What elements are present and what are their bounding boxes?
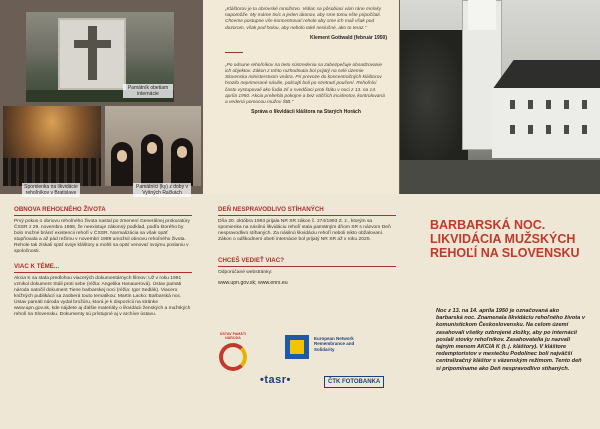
enrs-logo-text: European Network Remembrance and Solidarity [314, 336, 355, 352]
quote-author: Klement Gottwald (február 1950) [310, 34, 387, 41]
section-title-renewal: OBNOVA REHOĽNÉHO ŽIVOTA [14, 206, 192, 216]
gottwald-quote: „Kláštorov je tu obrovské množstvo. Vidiac sa pôsobiaci vám ráne mnísky napomôže. My máme tisíc a jeden úkonov, aby sme tomu ešte pripočítali. Chceme postupne vše koncentrovať rehole aby sme ich mali však pod dozorom, však pod holou, aby nebolo také neslušné, ako to teraz.“ [225, 7, 382, 31]
cross-horizontal [74, 40, 111, 48]
section-title-day: DEŇ NESPRAVODLIVO STÍHANÝCH [218, 206, 396, 216]
middle-column [218, 206, 396, 286]
section-title-learn: CHCEŠ VEDIEŤ VIAC? [218, 257, 396, 267]
window [528, 100, 533, 109]
building [492, 88, 600, 158]
tower-top [468, 0, 496, 30]
partner-logos [218, 332, 396, 402]
uspn-logo-text: ÚSTAV PAMÄTI NÁRODA [219, 332, 247, 340]
ground [400, 160, 600, 194]
quote-panel [203, 0, 399, 194]
window [582, 100, 587, 109]
main-title: BARBARSKÁ NOC. LIKVIDÁCIA MUŽSKÝCH REHOĽÍ NA SLOVENSKU [430, 218, 580, 260]
window [510, 100, 515, 109]
divider [225, 52, 243, 53]
report-quote: „Po odsune rehoľníkov na tieto sústredenia sa zabezpečuje obsadzovanie ich objektov. Zákon z tohto rozhodnutia bol prijatý na celé územie Slovenska ministerstvom vnútra. Pri prevoze do koncentračných kláštorov hrozilo neprimerané násilie, policajti boli po stretnutí poučení. Rehoľníci často vystupovali ako ľudia zlí a svedčiaci proti štátu v noci z 13. na 14. apríla 1950. Akcia prebehla pokojne a bez väčších incidentov, kontrolovaná a vedená pomocou mužov ŠtB.“ [225, 62, 385, 106]
main-text: Noc z 13. na 14. apríla 1950 je označovaná ako barbarská noc. Znamenala likvidáciu rehoľného života v komunistickom Československu. Na celom území zasahovali všetky ozbrojené zložky, aby po internácii poslali stovky rehoľníkov. Zasahovatelia ju nazvali tajným menom AKCIA K (t. j. kláštory). V kláštore redemptoristov v mestečku Podolínec boli najväčší centralizačný kláštor s väzenským režimom. Tento deň si pripomíname ako Deň nespravodlivo stíhaných. [436, 308, 585, 372]
left-column [14, 206, 192, 318]
cross-vertical [88, 26, 97, 80]
report-source: Správa o likvidácii kláštora na Starých Horách [251, 109, 361, 116]
section-text-renewal: Prvý pokus o obnovu rehoľného života nastal po zmenení Generálnej prokuratúry ČSSR z 29. novembra 1968, že neexistuje zákonný podklad, podľa ktorého by bolo možné brániť existencii rehoľí v ČSSR. Normalizácia sa však opäť stupňovala a až pád režimu v novembri 1989 umožnil obnovu rehoľného života. Rehole tak získali späť svoje kláštory a mohli sa opäť venovať svojmu poslaniu v spoločnosti. [14, 219, 190, 254]
window [564, 125, 569, 134]
nuns-photo [105, 106, 201, 186]
window [528, 125, 533, 134]
tree [400, 30, 468, 170]
church-caption: Spomienka na likvidácie rehoľníkov v Bratislave [22, 183, 80, 197]
section-text-more: Akcia K sa stala predlohou viacerých dokumentárnych filmov: Už v roku 1991 vznikol dokument Stáli proti sebe (réžia: Angelika Hanauerová). Ústav pamäti národa natočil dokument Tiene barbarskej noci (réžia: Igor Sedlák). Viacero knižných publikácií sa zaoberá touto tematikou: Martin Lacko: Barbarská noc. Ústav pamäti národa vydal brožúru, ktorá je k dispozícii na stránke www.upn.gov.sk, kde nájdete aj ďalšie materiály o likvidácii ženských a mužských reholí na Slovensku. Dokumenty sú prístupné aj v archíve ústavu. [14, 276, 191, 317]
section-title-more: VIAC K TÉME... [14, 263, 192, 273]
window [546, 100, 551, 109]
memorial-caption: Pamätník obetiam internácie [123, 84, 173, 98]
church-photo [3, 106, 101, 186]
monastery-photo [400, 0, 600, 194]
links-intro: Odporúčané webstránky: [218, 270, 273, 275]
nun-figure [111, 142, 133, 186]
web-links[interactable]: www.upn.gov.sk; www.enrs.eu [218, 280, 288, 286]
nun-face [177, 146, 187, 158]
ctk-logo: ČTK FOTOBANKA [324, 376, 384, 388]
nun-face [147, 142, 157, 154]
enrs-logo [285, 335, 375, 365]
crowd [3, 158, 101, 186]
window [546, 125, 551, 134]
uspn-logo [218, 332, 248, 390]
tasr-logo: •tasr• [260, 374, 291, 386]
section-text-day: Dňa 20. októbra 1993 prijala NR SR zákon č. 274/1993 Z. z., ktorým sa spomienka na násilnú likvidáciu rehoľí stala pamätným dňom SR s názvom Deň nespravodlivo stíhaných. Za násilnú likvidáciu rehoľí neboli nikto obžalovaní. Zákon o odškodnení obetí internácie bol prijatý NR SR až v roku 2020. [218, 219, 391, 242]
nuns-caption: Pamätníci (ky) z doby v Vyšných Račkách [133, 183, 191, 197]
window [510, 125, 515, 134]
uspn-mark-icon [219, 343, 247, 371]
roof [492, 60, 600, 90]
window [564, 100, 569, 109]
window [582, 125, 587, 134]
enrs-mark-icon [285, 335, 309, 359]
nun-face [117, 150, 127, 162]
